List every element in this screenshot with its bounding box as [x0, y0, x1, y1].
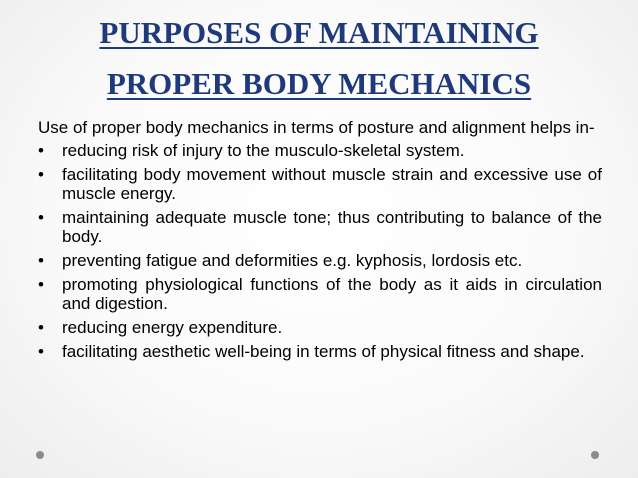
bullet-item: [38, 208, 602, 246]
bullet-item: [38, 275, 602, 313]
bullet-item: [38, 318, 602, 337]
bullet-icon: •: [38, 275, 44, 294]
bullet-icon: •: [38, 318, 44, 337]
bullet-item: [38, 165, 602, 203]
intro-text: Use of proper body mechanics in terms of posture and alignment helps in-: [38, 118, 595, 137]
bullet-text: maintaining adequate muscle tone; thus contributing to balance of the body.: [62, 208, 602, 246]
bullet-list: [38, 141, 602, 361]
bullet-text: promoting physiological functions of the body as it aids in circulation and digestion.: [62, 275, 602, 313]
bullet-item: [38, 141, 602, 160]
bullet-text: reducing risk of injury to the musculo-skeletal system.: [62, 141, 465, 160]
bullet-text: preventing fatigue and deformities e.g. kyphosis, lordosis etc.: [62, 251, 523, 270]
slide-title-line-1: PURPOSES OF MAINTAINING: [99, 15, 539, 50]
bullet-icon: •: [38, 141, 44, 160]
decorative-dot-icon: [36, 451, 44, 459]
bullet-item: [38, 342, 602, 361]
bullet-icon: •: [38, 251, 44, 270]
slide-body: [38, 118, 602, 366]
slide-title-line-2: PROPER BODY MECHANICS: [106, 66, 532, 101]
bullet-icon: •: [38, 165, 44, 184]
bullet-icon: •: [38, 208, 44, 227]
decorative-dot-icon: [591, 451, 599, 459]
bullet-text: reducing energy expenditure.: [62, 318, 283, 337]
bullet-text: facilitating aesthetic well-being in terms of physical fitness and shape.: [62, 342, 585, 361]
bullet-item: [38, 251, 602, 270]
bullet-icon: •: [38, 342, 44, 361]
bullet-text: facilitating body movement without muscle strain and excessive use of muscle energy.: [62, 165, 602, 203]
